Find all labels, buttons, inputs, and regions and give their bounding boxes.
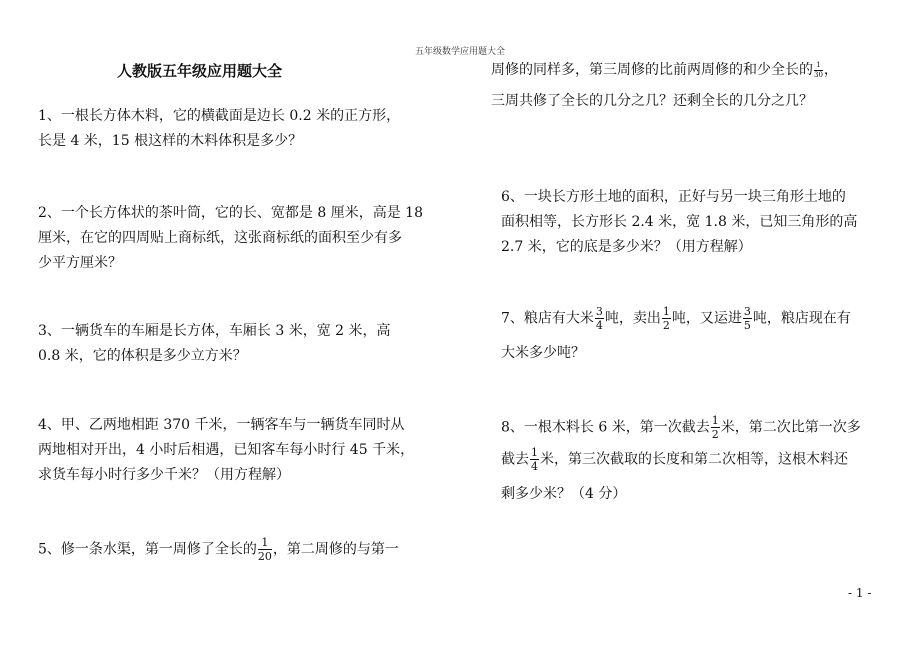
page-header: 五年级数学应用题大全 — [414, 47, 505, 57]
question-5-line-3: 三周共修了全长的几分之几？还剩全长的几分之几？ — [491, 93, 813, 109]
fraction-numerator: 1 — [662, 305, 670, 318]
question-6 — [501, 185, 857, 260]
fraction-numerator: 3 — [743, 305, 751, 318]
question-7-line-1 — [501, 306, 851, 338]
question-8-text-d: 米，第三次截取的长度和第二次相等，这根木料还 — [540, 451, 848, 468]
fraction-denominator: 4 — [531, 460, 538, 473]
question-7-text-b: 吨，卖出 — [604, 310, 661, 327]
fraction-denominator: 30 — [814, 70, 823, 79]
fraction-denominator: 5 — [743, 319, 751, 332]
fraction — [743, 306, 752, 331]
question-2-line-2: 厘米，在它的四周贴上商标纸，这张商标纸的面积至少有多 — [38, 230, 402, 246]
question-1-line-1: 1、一根长方体木料，它的横截面是边长 0.2 米的正方形， — [38, 108, 401, 124]
question-8 — [501, 415, 861, 507]
fraction-numerator: 1 — [258, 537, 272, 550]
question-5-line-2 — [491, 58, 838, 83]
fraction-numerator: 1 — [814, 62, 823, 71]
question-1 — [38, 104, 400, 154]
fraction-numerator: 1 — [531, 446, 538, 459]
fraction-denominator: 2 — [662, 319, 670, 332]
question-3-line-2: 0.8 米，它的体积是多少立方米？ — [38, 348, 247, 364]
question-8-text-c: 截去 — [501, 451, 529, 468]
question-7-text-a: 7、粮店有大米 — [501, 310, 594, 327]
question-3-line-1: 3、一辆货车的车厢是长方体，车厢长 3 米，宽 2 米，高 — [38, 323, 391, 339]
fraction — [258, 537, 272, 562]
question-5-part-1 — [38, 537, 399, 563]
question-5-text-c: 周修的同样多，第三周修的比前两周修的和少全长的 — [491, 62, 813, 78]
question-4-line-1: 4、甲、乙两地相距 370 千米，一辆客车与一辆货车同时从 — [38, 417, 405, 433]
question-5-text-b: ，第二周修的与第一 — [272, 541, 399, 558]
fraction — [814, 62, 823, 79]
document-title: 人教版五年级应用题大全 — [117, 62, 283, 80]
question-1-line-2: 长是 4 米，15 根这样的木料体积是多少？ — [38, 133, 303, 149]
question-8-text-a: 8、一根木料长 6 米，第一次截去 — [501, 419, 710, 436]
question-7-text-d: 吨，粮店现在有 — [752, 310, 851, 327]
question-4-line-3: 求货车每小时行多少千米？（用方程解） — [38, 467, 290, 483]
page-number: - 1 - — [848, 586, 872, 600]
question-8-line-1 — [501, 415, 861, 447]
question-3 — [38, 319, 391, 369]
fraction — [662, 306, 671, 331]
question-5-part-2 — [491, 58, 838, 114]
question-4 — [38, 413, 414, 488]
fraction-denominator: 20 — [257, 550, 272, 563]
question-7-text-c: 吨，又运进 — [671, 310, 742, 327]
question-5-text-d: ， — [823, 62, 838, 78]
fraction-denominator: 2 — [711, 428, 719, 441]
fraction — [530, 447, 539, 472]
question-8-text-b: 米，第二次比第一次多 — [720, 419, 861, 436]
question-4-line-2: 两地相对开出，4 小时后相遇，已知客车每小时行 45 千米， — [38, 442, 415, 458]
fraction — [595, 306, 604, 331]
question-8-line-3: 剩多少米？（4 分） — [501, 486, 627, 502]
question-6-line-2: 面积相等，长方形长 2.4 米，宽 1.8 米，已知三角形的高 — [501, 214, 858, 230]
fraction-numerator: 1 — [711, 414, 719, 427]
fraction-numerator: 3 — [595, 305, 603, 318]
question-2 — [38, 201, 423, 276]
question-6-line-3: 2.7 米，它的底是多少米？（用方程解） — [501, 239, 752, 255]
question-7 — [501, 306, 851, 366]
question-8-line-2 — [501, 447, 861, 479]
question-6-line-1: 6、一块长方形土地的面积，正好与另一块三角形土地的 — [501, 189, 846, 205]
question-5-text-a: 5、修一条水渠，第一周修了全长的 — [38, 541, 257, 558]
fraction — [711, 415, 720, 440]
question-7-line-2: 大米多少吨？ — [501, 345, 585, 361]
question-2-line-1: 2、一个长方体状的茶叶筒，它的长、宽都是 8 厘米，高是 18 — [38, 205, 423, 221]
question-2-line-3: 少平方厘米？ — [38, 255, 122, 271]
fraction-denominator: 4 — [595, 319, 603, 332]
